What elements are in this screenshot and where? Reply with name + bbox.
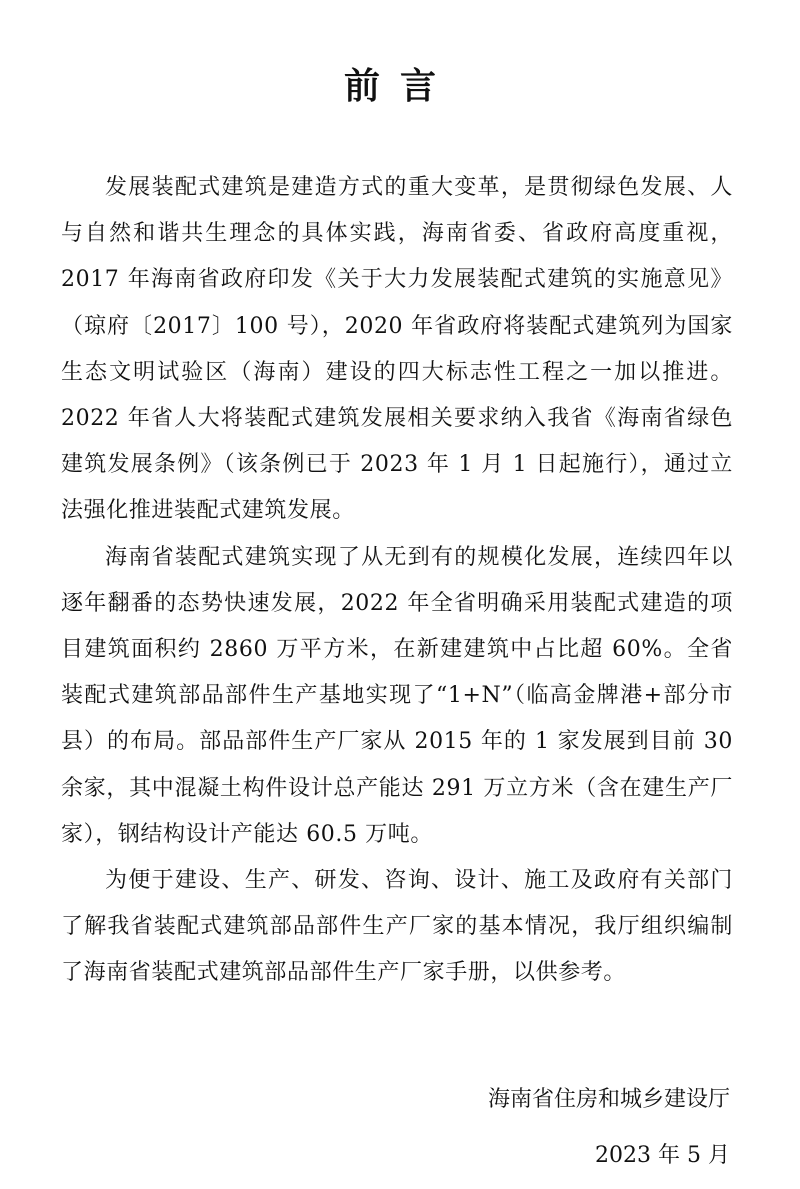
signature-block: [488, 1077, 730, 1179]
body-text: [61, 165, 733, 997]
signature-org: 海南省住房和城乡建设厅: [487, 1087, 730, 1112]
signature-date: 2023 年 5 月: [595, 1143, 730, 1168]
paragraph-1: 发展装配式建筑是建造方式的重大变革，是贯彻绿色发展、人与自然和谐共生理念的具体实践，海南省委、省政府高度重视，2017 年海南省政府印发《关于大力发展装配式建筑的实施意见》（琼府〔2017〕100 号），2020 年省政府将装配式建筑列为国家生态文明试验区（海南）建设的四大标志性工程之一加以推进。2022 年省人大将装配式建筑发展相关要求纳入我省《海南省绿色建筑发展条例》（该条例已于 2023 年 1 月 1 日起施行），通过立法强化推进装配式建筑发展。: [61, 175, 733, 524]
paragraph-2: 海南省装配式建筑实现了从无到有的规模化发展，连续四年以逐年翻番的态势快速发展，2022 年全省明确采用装配式建造的项目建筑面积约 2860 万平方米，在新建建筑中占比超 60%。全省装配式建筑部品部件生产基地实现了“1+N”（临高金牌港+部分市县）的布局。部品部件生产厂家从 2015 年的 1 家发展到目前 30 余家，其中混凝土构件设计总产能达 291 万立方米（含在建生产厂家），钢结构设计产能达 60.5 万吨。: [61, 544, 733, 847]
page-title: 前言: [343, 66, 456, 107]
paragraph-3: 为便于建设、生产、研发、咨询、设计、施工及政府有关部门了解我省装配式建筑部品部件生产厂家的基本情况，我厅组织编制了海南省装配式建筑部品部件生产厂家手册，以供参考。: [61, 868, 733, 986]
